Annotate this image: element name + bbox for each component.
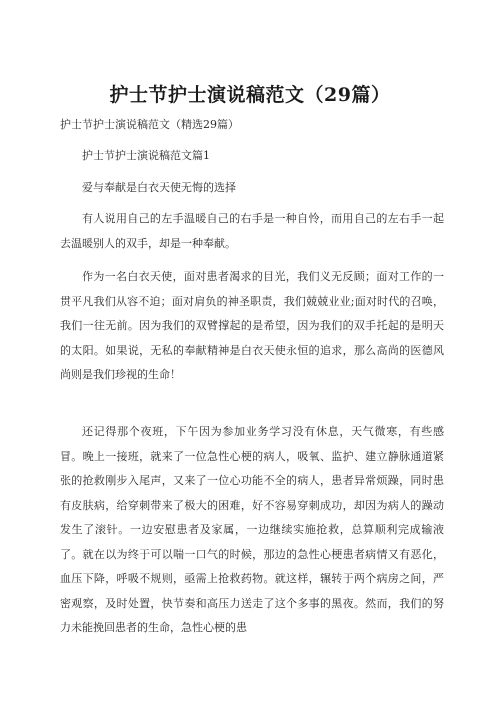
- paragraph-2: 作为一名白衣天使，面对患者渴求的目光，我们义无反顾；面对工作的一贯平凡我们从容不迫；面对肩负的神圣职责，我们兢兢业业;面对时代的召唤，我们一往无前。因为我们的双臂撑起的是希望，因为我们的双手托起的是明天的太阳。如果说，无私的奉献精神是白衣天使永恒的追求，那么高尚的医德风尚则是我们珍视的生命！: [60, 270, 444, 381]
- document-subtitle: 护士节护士演说稿范文（精选29篇）: [60, 118, 239, 131]
- section-heading: 护士节护士演说稿范文篇1: [82, 149, 210, 162]
- paragraph-3: 还记得那个夜班，下午因为参加业务学习没有休息，天气微寒，有些感冒。晚上一接班，就来了一位急性心梗的病人，吸氧、监护、建立静脉通道紧张的抢救刚步入尾声，又来了一位心功能不全的病人，患者异常烦躁，同时患有皮肤病，给穿刺带来了极大的困难，好不容易穿刺成功，却因为病人的躁动发生了滚针。一边安慰患者及家属，一边继续实施抢救，总算顺利完成输液了。就在以为终于可以喘一口气的时候，那边的急性心梗患者病情又有恶化，血压下降，呼吸不规则，亟需上抢救药物。就这样，辗转于两个病房之间，严密观察，及时处置，快节奏和高压力送走了这个多事的黑夜。然而，我们的努力未能挽回患者的生命，急性心梗的患: [60, 425, 444, 634]
- paragraph-1: 有人说用自己的左手温暖自己的右手是一种自怜，而用自己的左右手一起去温暖别人的双手，却是一种奉献。: [60, 212, 444, 250]
- document-title: 护士节护士演说稿范文（29篇）: [109, 84, 391, 106]
- tagline: 爱与奉献是白衣天使无悔的选择: [82, 181, 236, 194]
